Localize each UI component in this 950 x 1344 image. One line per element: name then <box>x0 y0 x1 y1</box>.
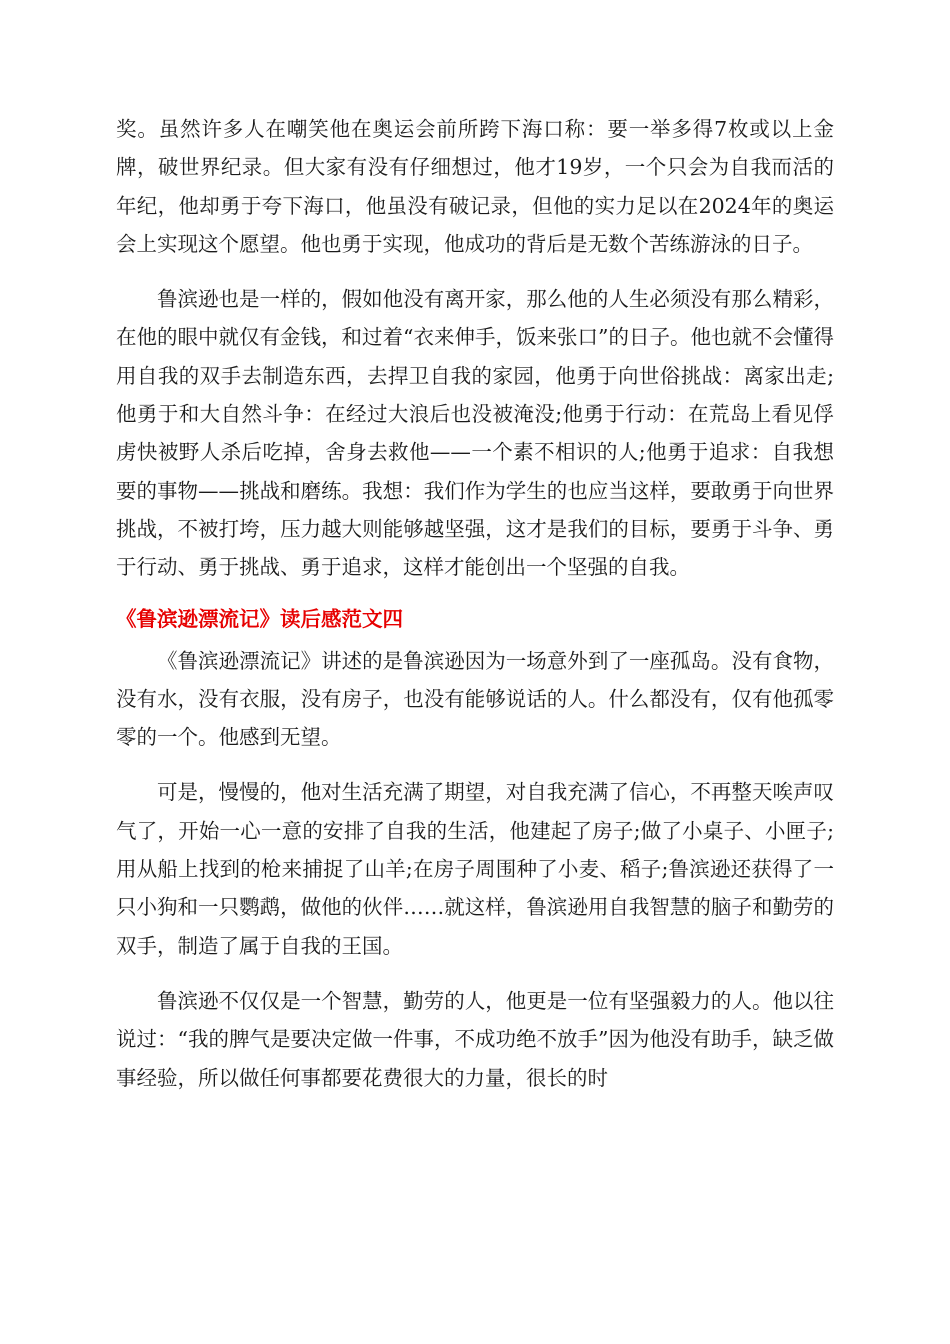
paragraph-robinson-courage: 鲁滨逊也是一样的，假如他没有离开家，那么他的人生必须没有那么精彩，在他的眼中就仅有金钱，和过着“衣来伸手，饭来张口”的日子。他也就不会懂得用自我的双手去制造东西，去捍卫自我的家园，他勇于向世俗挑战：离家出走;他勇于和大自然斗争：在经过大浪后也没被淹没;他勇于行动：在荒岛上看见俘虏快被野人杀后吃掉，舍身去救他——一个素不相识的人;他勇于追求：自我想要的事物——挑战和磨练。我想：我们作为学生的也应当这样，要敢勇于向世界挑战，不被打垮，压力越大则能够越坚强，这才是我们的目标，要勇于斗争、勇于行动、勇于挑战、勇于追求，这样才能创出一个坚强的自我。 <box>116 287 834 580</box>
section-heading: 《鲁滨逊漂流记》读后感范文四 <box>116 606 403 631</box>
paragraph-hope: 可是，慢慢的，他对生活充满了期望，对自我充满了信心，不再整天唉声叹气了，开始一心一意的安排了自我的生活，他建起了房子;做了小桌子、小匣子;用从船上找到的枪来捕捉了山羊;在房子周围种了小麦、稻子;鲁滨逊还获得了一只小狗和一只鹦鹉，做他的伙伴……就这样，鲁滨逊用自我智慧的脑子和勤劳的双手，制造了属于自我的王国。 <box>116 780 834 958</box>
document-body <box>116 110 834 1097</box>
paragraph-intro: 《鲁滨逊漂流记》讲述的是鲁滨逊因为一场意外到了一座孤岛。没有食物，没有水，没有衣服，没有房子，也没有能够说话的人。什么都没有，仅有他孤零零的一个。他感到无望。 <box>116 648 834 750</box>
paragraph-continuation: 奖。虽然许多人在嘲笑他在奥运会前所跨下海口称：要一举多得7枚或以上金牌，破世界纪录。但大家有没有仔细想过，他才19岁，一个只会为自我而活的年纪，他却勇于夸下海口，他虽没有破记录，但他的实力足以在2024年的奥运会上实现这个愿望。他也勇于实现，他成功的背后是无数个苦练游泳的日子。 <box>116 117 834 256</box>
paragraph-perseverance: 鲁滨逊不仅仅是一个智慧，勤劳的人，他更是一位有坚强毅力的人。他以往说过：“我的脾气是要决定做一件事，不成功绝不放手”因为他没有助手，缺乏做事经验，所以做任何事都要花费很大的力量，很长的时 <box>116 988 834 1090</box>
